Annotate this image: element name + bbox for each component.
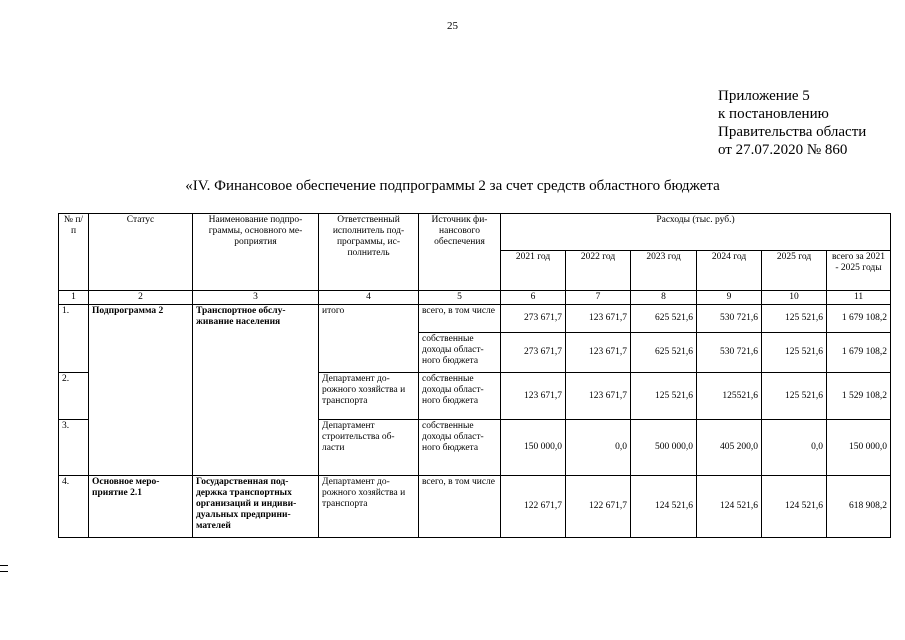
col-number: 9 <box>697 291 762 305</box>
value-cell: 123 671,7 <box>566 373 631 420</box>
document-heading: «IV. Финансовое обеспечение подпрограммы 2 за счет средств областного бюджета <box>185 178 720 194</box>
finance-table <box>58 213 891 538</box>
value-cell: 530 721,6 <box>697 305 762 333</box>
value-cell: 405 200,0 <box>697 420 762 476</box>
header-year: 2023 год <box>631 251 697 291</box>
row-name: Транспортное обслу-живание населения <box>193 305 319 476</box>
value-cell: 124 521,6 <box>762 476 827 538</box>
header-source: Источник фи-нансового обеспечения <box>419 214 501 291</box>
value-cell: 123 671,7 <box>501 373 566 420</box>
appendix-line: Приложение 5 <box>718 88 810 104</box>
header-num: № п/п <box>59 214 89 291</box>
row-executor: Департамент до-рожного хозяйства и транспорта <box>319 373 419 420</box>
col-number: 10 <box>762 291 827 305</box>
row-executor: итого <box>319 305 419 373</box>
row-num: 3. <box>59 420 89 476</box>
appendix-line: к постановлению <box>718 106 829 122</box>
value-cell: 273 671,7 <box>501 333 566 373</box>
header-year: 2024 год <box>697 251 762 291</box>
value-cell: 123 671,7 <box>566 333 631 373</box>
row-source: всего, в том числе <box>419 305 501 333</box>
col-number: 7 <box>566 291 631 305</box>
col-number: 8 <box>631 291 697 305</box>
col-number: 4 <box>319 291 419 305</box>
row-executor: Департамент до-рожного хозяйства и транспорта <box>319 476 419 538</box>
value-cell: 530 721,6 <box>697 333 762 373</box>
row-status: Основное меро-приятие 2.1 <box>89 476 193 538</box>
value-cell: 1 679 108,2 <box>827 333 891 373</box>
appendix-line: Правительства области <box>718 124 867 140</box>
row-source: всего, в том числе <box>419 476 501 538</box>
appendix-block <box>718 87 866 159</box>
col-number: 11 <box>827 291 891 305</box>
row-source: собственные доходы област-ного бюджета <box>419 333 501 373</box>
row-name: Государственная под-держка транспортных организаций и индиви-дуальных предприни-мателей <box>193 476 319 538</box>
header-expenses: Расходы (тыс. руб.) <box>501 214 891 251</box>
row-num: 1. <box>59 305 89 373</box>
value-cell: 150 000,0 <box>827 420 891 476</box>
value-cell: 124 521,6 <box>631 476 697 538</box>
table-row <box>59 305 891 333</box>
header-year: 2022 год <box>566 251 631 291</box>
value-cell: 125 521,6 <box>631 373 697 420</box>
row-executor: Департамент строительства об-ласти <box>319 420 419 476</box>
row-status: Подпрограмма 2 <box>89 305 193 476</box>
value-cell: 625 521,6 <box>631 305 697 333</box>
row-num: 4. <box>59 476 89 538</box>
value-cell: 123 671,7 <box>566 305 631 333</box>
value-cell: 0,0 <box>566 420 631 476</box>
value-cell: 618 908,2 <box>827 476 891 538</box>
header-status: Статус <box>89 214 193 291</box>
row-source: собственные доходы област-ного бюджета <box>419 420 501 476</box>
header-total: всего за 2021 - 2025 годы <box>827 251 891 291</box>
col-number: 2 <box>89 291 193 305</box>
value-cell: 125521,6 <box>697 373 762 420</box>
value-cell: 122 671,7 <box>501 476 566 538</box>
header-year: 2025 год <box>762 251 827 291</box>
table-row <box>59 476 891 538</box>
value-cell: 1 679 108,2 <box>827 305 891 333</box>
header-year: 2021 год <box>501 251 566 291</box>
row-source: собственные доходы област-ного бюджета <box>419 373 501 420</box>
col-number: 6 <box>501 291 566 305</box>
value-cell: 122 671,7 <box>566 476 631 538</box>
value-cell: 125 521,6 <box>762 373 827 420</box>
value-cell: 0,0 <box>762 420 827 476</box>
value-cell: 125 521,6 <box>762 305 827 333</box>
page-number: 25 <box>447 20 458 32</box>
col-number: 5 <box>419 291 501 305</box>
value-cell: 150 000,0 <box>501 420 566 476</box>
value-cell: 273 671,7 <box>501 305 566 333</box>
header-executor: Ответственный исполнитель под-программы, ис-полнитель <box>319 214 419 291</box>
col-number: 3 <box>193 291 319 305</box>
row-num: 2. <box>59 373 89 420</box>
value-cell: 124 521,6 <box>697 476 762 538</box>
value-cell: 500 000,0 <box>631 420 697 476</box>
value-cell: 125 521,6 <box>762 333 827 373</box>
col-number: 1 <box>59 291 89 305</box>
appendix-line: от 27.07.2020 № 860 <box>718 142 848 158</box>
value-cell: 1 529 108,2 <box>827 373 891 420</box>
value-cell: 625 521,6 <box>631 333 697 373</box>
margin-mark <box>0 565 8 572</box>
header-name: Наименование подпро-граммы, основного ме-роприятия <box>193 214 319 291</box>
